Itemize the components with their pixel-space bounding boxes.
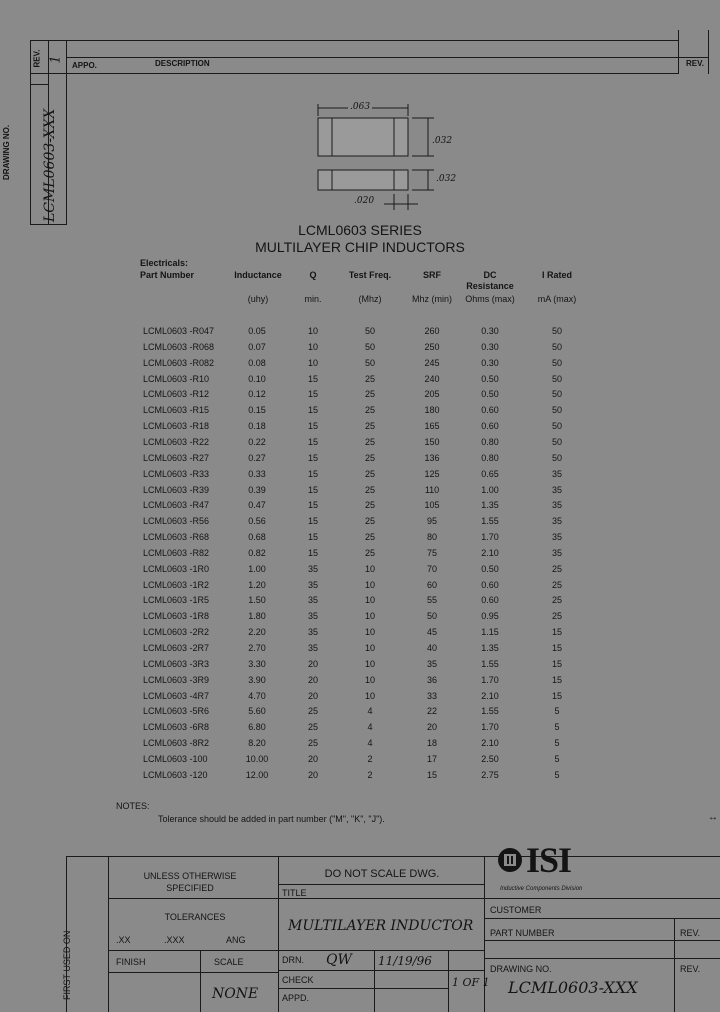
cell-srf: 95: [426, 516, 437, 527]
cell-test-freq: 2: [367, 769, 373, 780]
finish-label: FINISH: [116, 957, 146, 967]
cell-q-min: 15: [307, 532, 318, 543]
cell-part-number: LCML0603 -1R0: [143, 563, 210, 574]
cell-q-min: 35: [307, 643, 318, 653]
cell-dc-resistance: 1.00: [481, 484, 499, 495]
table-row: [0, 722, 720, 738]
cell-part-number: LCML0603 -120: [143, 769, 208, 780]
cell-part-number: LCML0603 -4R7: [143, 690, 210, 701]
drawing-no-label-tb: DRAWING NO.: [490, 964, 552, 974]
cell-dc-resistance: 1.55: [481, 516, 499, 527]
cell-irated: 50: [551, 357, 562, 368]
cell-test-freq: 25: [364, 532, 375, 543]
cell-srf: 17: [426, 753, 437, 764]
cell-inductance: 2.20: [248, 627, 266, 638]
cell-inductance: 3.90: [248, 674, 266, 685]
cell-inductance: 0.56: [248, 516, 266, 527]
isi-logo-mark: [496, 846, 524, 874]
cell-test-freq: 4: [367, 738, 373, 749]
cell-q-min: 35: [307, 627, 318, 638]
cell-test-freq: 25: [364, 421, 375, 432]
drawing-no-label: DRAWING NO.: [2, 124, 11, 180]
cell-srf: 75: [426, 547, 437, 558]
cell-dc-resistance: 2.10: [481, 690, 499, 701]
product-title: MULTILAYER CHIP INDUCTORS: [255, 239, 465, 255]
cell-test-freq: 25: [364, 373, 375, 384]
cell-part-number: LCML0603 -R68: [143, 532, 210, 543]
table-row: [0, 548, 720, 564]
cell-dc-resistance: 1.35: [481, 500, 499, 511]
cell-srf: 125: [424, 468, 440, 479]
cell-srf: 50: [426, 611, 437, 622]
cell-part-number: LCML0603 -R56: [143, 516, 210, 527]
cell-inductance: 1.20: [248, 579, 266, 590]
title-label: TITLE: [282, 888, 307, 898]
customer-label: CUSTOMER: [490, 905, 542, 915]
cell-irated: 25: [551, 595, 562, 606]
cell-q-min: 15: [307, 405, 318, 416]
cell-irated: 25: [551, 579, 562, 590]
cell-irated: 50: [551, 341, 562, 352]
cell-test-freq: 50: [364, 341, 375, 352]
cell-dc-resistance: 2.75: [481, 769, 499, 780]
cell-inductance: 12.00: [245, 769, 269, 780]
cell-q-min: 20: [307, 690, 318, 701]
cell-test-freq: 10: [364, 674, 375, 685]
cell-irated: 5: [554, 738, 560, 749]
cell-dc-resistance: 1.70: [481, 674, 499, 685]
margin-mark: ↔: [708, 812, 718, 823]
cell-inductance: 0.12: [248, 389, 266, 400]
notes-text: Tolerance should be added in part number ("M", "K", "J").: [158, 814, 385, 824]
cell-irated: 5: [554, 769, 560, 780]
cell-q-min: 25: [307, 738, 318, 749]
table-row: [0, 595, 720, 611]
cell-dc-resistance: 0.60: [481, 421, 499, 432]
cell-test-freq: 2: [367, 753, 373, 764]
cell-inductance: 8.20: [248, 738, 266, 749]
cell-dc-resistance: 0.50: [481, 389, 499, 400]
cell-part-number: LCML0603 -R15: [143, 405, 210, 416]
date-value: 11/19/96: [378, 954, 432, 968]
cell-part-number: LCML0603 -R12: [143, 389, 210, 400]
table-row: [0, 738, 720, 754]
cell-inductance: 1.50: [248, 595, 266, 606]
cell-dc-resistance: 0.80: [481, 452, 499, 463]
cell-q-min: 10: [307, 357, 318, 368]
header-q-unit: min.: [304, 294, 322, 304]
cell-dc-resistance: 1.55: [481, 658, 499, 669]
cell-part-number: LCML0603 -1R5: [143, 595, 210, 606]
cell-irated: 15: [551, 658, 562, 669]
cell-inductance: 0.10: [248, 373, 266, 384]
cell-srf: 45: [426, 627, 437, 638]
cell-part-number: LCML0603 -6R8: [143, 722, 210, 733]
cell-part-number: LCML0603 -8R2: [143, 738, 210, 749]
cell-test-freq: 10: [364, 627, 375, 638]
cell-dc-resistance: 2.10: [481, 547, 499, 558]
table-row: [0, 469, 720, 485]
cell-irated: 50: [551, 373, 562, 384]
rev-value: 1: [48, 55, 64, 64]
table-row: [0, 389, 720, 405]
cell-q-min: 15: [307, 500, 318, 511]
table-row: [0, 405, 720, 421]
cell-dc-resistance: 1.15: [481, 627, 499, 638]
do-not-scale: DO NOT SCALE DWG.: [324, 868, 440, 880]
cell-dc-resistance: 1.70: [481, 532, 499, 543]
cell-test-freq: 4: [367, 722, 373, 733]
appd-label: APPD.: [282, 993, 310, 1003]
table-row: [0, 627, 720, 643]
rev-label-2: REV.: [680, 964, 701, 974]
cell-part-number: LCML0603 -100: [143, 753, 208, 764]
cell-test-freq: 25: [364, 468, 375, 479]
cell-q-min: 35: [307, 579, 318, 590]
cell-inductance: 0.39: [248, 484, 266, 495]
table-row: [0, 453, 720, 469]
cell-srf: 36: [426, 674, 437, 685]
cell-irated: 35: [551, 547, 562, 558]
cell-inductance: 0.68: [248, 532, 266, 543]
header-inductance-unit: (uhy): [247, 294, 269, 304]
table-row: [0, 500, 720, 516]
header-dc-unit: Ohms (max): [465, 294, 515, 304]
cell-test-freq: 50: [364, 326, 375, 336]
cell-q-min: 20: [307, 769, 318, 780]
header-part-number: Part Number: [140, 270, 195, 280]
cell-dc-resistance: 2.50: [481, 753, 499, 764]
cell-q-min: 10: [307, 341, 318, 352]
cell-test-freq: 25: [364, 547, 375, 558]
cell-inductance: 2.70: [248, 643, 266, 653]
cell-dc-resistance: 0.60: [481, 579, 499, 590]
table-row: [0, 358, 720, 374]
table-row: [0, 675, 720, 691]
cell-test-freq: 25: [364, 516, 375, 527]
cell-srf: 245: [424, 357, 440, 368]
series-title: LCML0603 SERIES: [298, 222, 422, 238]
cell-q-min: 35: [307, 611, 318, 622]
cell-dc-resistance: 0.50: [481, 373, 499, 384]
cell-dc-resistance: 0.60: [481, 595, 499, 606]
notes-label: NOTES:: [116, 801, 150, 811]
table-row: [0, 754, 720, 770]
description-label: DESCRIPTION: [155, 59, 210, 68]
cell-inductance: 1.00: [248, 563, 266, 574]
table-row: [0, 564, 720, 580]
cell-srf: 60: [426, 579, 437, 590]
cell-srf: 105: [424, 500, 440, 511]
drn-label: DRN.: [282, 955, 304, 965]
cell-srf: 35: [426, 658, 437, 669]
cell-test-freq: 10: [364, 611, 375, 622]
cell-inductance: 0.07: [248, 341, 266, 352]
cell-srf: 40: [426, 643, 437, 653]
table-row: [0, 326, 720, 342]
cell-srf: 180: [424, 405, 440, 416]
table-row: [0, 374, 720, 390]
cell-irated: 50: [551, 389, 562, 400]
cell-irated: 15: [551, 627, 562, 638]
cell-dc-resistance: 1.70: [481, 722, 499, 733]
table-row: [0, 532, 720, 548]
drn-value: QW: [326, 952, 352, 968]
cell-q-min: 15: [307, 484, 318, 495]
cell-inductance: 0.82: [248, 547, 266, 558]
cell-q-min: 15: [307, 421, 318, 432]
cell-q-min: 10: [307, 326, 318, 336]
dim-terminal: .020: [354, 196, 375, 206]
cell-part-number: LCML0603 -R39: [143, 484, 210, 495]
first-used-on: FIRST USED ON: [62, 930, 72, 1000]
cell-inductance: 0.27: [248, 452, 266, 463]
chip-outline-drawing: [300, 96, 480, 216]
header-dc-line2: Resistance: [466, 281, 514, 291]
table-row: [0, 691, 720, 707]
table-row: [0, 770, 720, 786]
title-value: MULTILAYER INDUCTOR: [288, 918, 474, 934]
cell-part-number: LCML0603 -3R9: [143, 674, 210, 685]
table-row: [0, 659, 720, 675]
table-row: [0, 421, 720, 437]
cell-test-freq: 25: [364, 389, 375, 400]
cell-srf: 20: [426, 722, 437, 733]
cell-irated: 35: [551, 532, 562, 543]
check-label: CHECK: [282, 975, 314, 985]
header-test-freq-unit: (Mhz): [358, 294, 382, 304]
cell-irated: 25: [551, 611, 562, 622]
header-q: Q: [309, 270, 317, 280]
cell-inductance: 4.70: [248, 690, 266, 701]
cell-q-min: 20: [307, 674, 318, 685]
table-row: [0, 342, 720, 358]
cell-dc-resistance: 0.65: [481, 468, 499, 479]
cell-dc-resistance: 0.60: [481, 405, 499, 416]
cell-srf: 33: [426, 690, 437, 701]
cell-test-freq: 10: [364, 690, 375, 701]
cell-q-min: 15: [307, 436, 318, 447]
cell-test-freq: 10: [364, 595, 375, 606]
cell-q-min: 15: [307, 373, 318, 384]
cell-inductance: 0.47: [248, 500, 266, 511]
cell-test-freq: 10: [364, 643, 375, 653]
dim-length: .063: [350, 102, 371, 112]
dim-width: .032: [432, 136, 453, 146]
cell-inductance: 0.33: [248, 468, 266, 479]
header-inductance: Inductance: [234, 270, 282, 280]
cell-irated: 50: [551, 421, 562, 432]
rev-label-1: REV.: [680, 928, 701, 938]
header-srf-unit: Mhz (min): [412, 294, 452, 304]
cell-test-freq: 10: [364, 658, 375, 669]
cell-irated: 50: [551, 326, 562, 336]
drawing-no-value-tb: LCML0603-XXX: [508, 978, 638, 997]
drawing-no-value: LCML0603-XXX: [42, 108, 58, 222]
scale-label: SCALE: [214, 957, 244, 967]
cell-part-number: LCML0603 -R047: [143, 326, 215, 336]
cell-srf: 22: [426, 706, 437, 717]
cell-q-min: 20: [307, 753, 318, 764]
header-irated-unit: mA (max): [537, 294, 577, 304]
cell-q-min: 15: [307, 389, 318, 400]
cell-srf: 165: [424, 421, 440, 432]
cell-irated: 15: [551, 643, 562, 653]
cell-q-min: 15: [307, 547, 318, 558]
cell-inductance: 0.18: [248, 421, 266, 432]
cell-test-freq: 50: [364, 357, 375, 368]
cell-dc-resistance: 1.35: [481, 643, 499, 653]
cell-inductance: 10.00: [245, 753, 269, 764]
cell-q-min: 35: [307, 595, 318, 606]
cell-srf: 150: [424, 436, 440, 447]
cell-inductance: 0.05: [248, 326, 266, 336]
cell-test-freq: 4: [367, 706, 373, 717]
cell-irated: 5: [554, 722, 560, 733]
header-srf: SRF: [423, 270, 441, 280]
cell-irated: 15: [551, 674, 562, 685]
header-irated: I Rated: [541, 270, 572, 280]
cell-inductance: 0.15: [248, 405, 266, 416]
cell-part-number: LCML0603 -3R3: [143, 658, 210, 669]
cell-part-number: LCML0603 -R082: [143, 357, 215, 368]
cell-srf: 80: [426, 532, 437, 543]
header-dc: DC: [483, 270, 497, 280]
cell-part-number: LCML0603 -2R7: [143, 643, 210, 653]
cell-irated: 5: [554, 753, 560, 764]
cell-part-number: LCML0603 -2R2: [143, 627, 210, 638]
cell-irated: 50: [551, 452, 562, 463]
rev-label: REV.: [32, 49, 42, 68]
table-row: [0, 643, 720, 659]
cell-test-freq: 25: [364, 500, 375, 511]
cell-part-number: LCML0603 -R10: [143, 373, 210, 384]
cell-test-freq: 10: [364, 579, 375, 590]
cell-irated: 50: [551, 405, 562, 416]
cell-part-number: LCML0603 -R18: [143, 421, 210, 432]
isi-tagline: Inductive Components Division: [500, 886, 583, 892]
cell-part-number: LCML0603 -1R8: [143, 611, 210, 622]
cell-srf: 110: [424, 484, 440, 495]
cell-inductance: 0.22: [248, 436, 266, 447]
cell-srf: 15: [426, 769, 437, 780]
cell-q-min: 15: [307, 516, 318, 527]
cell-irated: 35: [551, 516, 562, 527]
unless-line1: UNLESS OTHERWISE: [143, 871, 237, 881]
cell-q-min: 20: [307, 658, 318, 669]
cell-srf: 205: [424, 389, 440, 400]
isi-logo-text: ISI: [526, 840, 572, 880]
table-row: [0, 437, 720, 453]
cell-part-number: LCML0603 -R33: [143, 468, 210, 479]
cell-irated: 15: [551, 690, 562, 701]
tolerances-label: TOLERANCES: [164, 912, 226, 922]
cell-part-number: LCML0603 -R82: [143, 547, 210, 558]
unless-line2: SPECIFIED: [166, 883, 214, 893]
cell-dc-resistance: 0.30: [481, 357, 499, 368]
cell-inductance: 1.80: [248, 611, 266, 622]
cell-dc-resistance: 0.50: [481, 563, 499, 574]
cell-dc-resistance: 0.95: [481, 611, 499, 622]
cell-srf: 55: [426, 595, 437, 606]
header-test-freq: Test Freq.: [348, 270, 392, 280]
cell-inductance: 6.80: [248, 722, 266, 733]
cell-part-number: LCML0603 -R47: [143, 500, 210, 511]
cell-q-min: 15: [307, 468, 318, 479]
cell-q-min: 25: [307, 706, 318, 717]
cell-srf: 260: [424, 326, 440, 336]
cell-inductance: 5.60: [248, 706, 266, 717]
scale-value: NONE: [212, 986, 259, 1002]
cell-irated: 35: [551, 500, 562, 511]
appo-label: APPO.: [72, 61, 97, 70]
electricals-label: Electricals:: [140, 258, 189, 268]
part-number-label: PART NUMBER: [490, 928, 555, 938]
cell-dc-resistance: 0.30: [481, 326, 499, 336]
dim-height: .032: [436, 174, 457, 184]
rev-label-right: REV.: [686, 59, 704, 68]
cell-test-freq: 10: [364, 563, 375, 574]
cell-dc-resistance: 2.10: [481, 738, 499, 749]
cell-dc-resistance: 1.55: [481, 706, 499, 717]
cell-irated: 25: [551, 563, 562, 574]
table-row: [0, 611, 720, 627]
cell-dc-resistance: 0.80: [481, 436, 499, 447]
cell-q-min: 25: [307, 722, 318, 733]
cell-part-number: LCML0603 -5R6: [143, 706, 210, 717]
table-row: [0, 706, 720, 722]
cell-test-freq: 25: [364, 405, 375, 416]
cell-q-min: 15: [307, 452, 318, 463]
table-row: [0, 580, 720, 596]
cell-inductance: 3.30: [248, 658, 266, 669]
cell-srf: 70: [426, 563, 437, 574]
cell-irated: 35: [551, 468, 562, 479]
cell-irated: 50: [551, 436, 562, 447]
cell-irated: 35: [551, 484, 562, 495]
cell-srf: 136: [424, 452, 440, 463]
cell-inductance: 0.08: [248, 357, 266, 368]
table-row: [0, 516, 720, 532]
tol-angle: ANG: [226, 935, 246, 945]
cell-q-min: 35: [307, 563, 318, 574]
cell-srf: 250: [424, 341, 440, 352]
cell-test-freq: 25: [364, 452, 375, 463]
tol-xxx: .XXX: [164, 935, 185, 945]
cell-srf: 240: [424, 373, 440, 384]
cell-dc-resistance: 0.30: [481, 341, 499, 352]
sheet-value: 1 OF 1: [452, 976, 490, 989]
cell-part-number: LCML0603 -1R2: [143, 579, 210, 590]
tol-xx: .XX: [116, 935, 131, 945]
table-row: [0, 485, 720, 501]
cell-part-number: LCML0603 -R22: [143, 436, 210, 447]
cell-part-number: LCML0603 -R068: [143, 341, 215, 352]
cell-part-number: LCML0603 -R27: [143, 452, 210, 463]
cell-test-freq: 25: [364, 436, 375, 447]
cell-test-freq: 25: [364, 484, 375, 495]
cell-irated: 5: [554, 706, 560, 717]
cell-srf: 18: [426, 738, 437, 749]
